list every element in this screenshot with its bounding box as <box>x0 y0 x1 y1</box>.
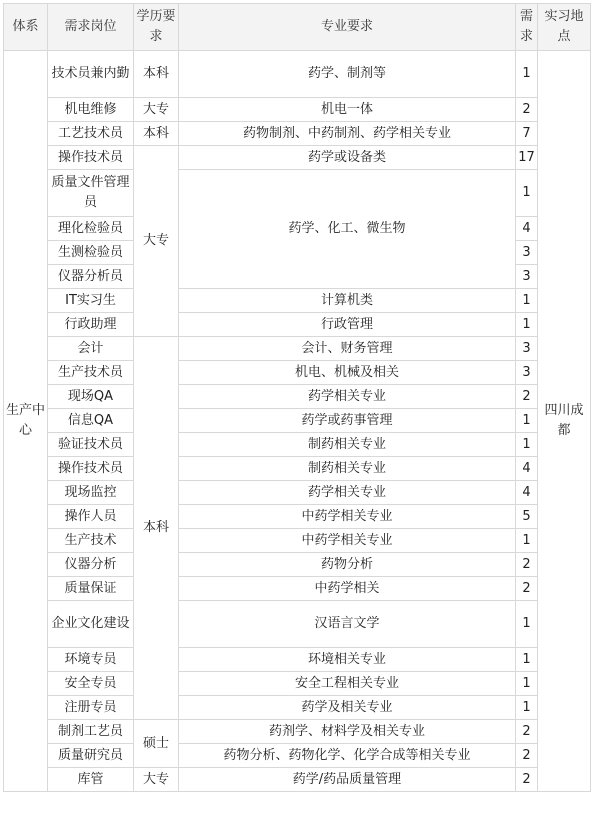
position-cell: 质量保证 <box>48 577 134 601</box>
education-cell: 大专 <box>134 146 179 337</box>
demand-cell: 2 <box>516 744 538 768</box>
demand-cell: 1 <box>516 51 538 98</box>
table-row <box>4 385 591 409</box>
demand-cell: 5 <box>516 505 538 529</box>
demand-cell: 2 <box>516 553 538 577</box>
location-cell: 四川成都 <box>538 51 591 792</box>
demand-cell: 4 <box>516 457 538 481</box>
table-row <box>4 289 591 313</box>
education-cell: 本科 <box>134 122 179 146</box>
position-cell: 操作人员 <box>48 505 134 529</box>
demand-cell: 1 <box>516 672 538 696</box>
major-cell: 计算机类 <box>179 289 516 313</box>
position-cell: 生产技术员 <box>48 361 134 385</box>
position-cell: 机电维修 <box>48 98 134 122</box>
demand-cell: 4 <box>516 217 538 241</box>
position-cell: 企业文化建设 <box>48 601 134 648</box>
demand-cell: 1 <box>516 433 538 457</box>
major-cell: 药学及相关专业 <box>179 696 516 720</box>
major-cell: 药学相关专业 <box>179 385 516 409</box>
education-cell: 大专 <box>134 98 179 122</box>
demand-cell: 7 <box>516 122 538 146</box>
position-cell: 环境专员 <box>48 648 134 672</box>
header-row <box>4 4 591 51</box>
major-cell: 机电一体 <box>179 98 516 122</box>
table-row <box>4 720 591 744</box>
position-cell: IT实习生 <box>48 289 134 313</box>
position-cell: 库管 <box>48 768 134 792</box>
education-cell: 硕士 <box>134 720 179 768</box>
major-cell: 中药学相关专业 <box>179 529 516 553</box>
position-cell: 安全专员 <box>48 672 134 696</box>
table-row <box>4 505 591 529</box>
demand-cell: 1 <box>516 289 538 313</box>
major-cell: 药学、制剂等 <box>179 51 516 98</box>
position-cell: 制剂工艺员 <box>48 720 134 744</box>
major-cell: 中药学相关 <box>179 577 516 601</box>
major-cell: 制药相关专业 <box>179 457 516 481</box>
header-demand: 需求 <box>516 4 538 51</box>
table-row <box>4 601 591 648</box>
demand-cell: 1 <box>516 529 538 553</box>
table-row <box>4 529 591 553</box>
header-location: 实习地点 <box>538 4 591 51</box>
major-cell: 行政管理 <box>179 313 516 337</box>
education-cell: 本科 <box>134 51 179 98</box>
table-row <box>4 672 591 696</box>
major-cell: 中药学相关专业 <box>179 505 516 529</box>
major-cell: 汉语言文学 <box>179 601 516 648</box>
major-cell: 药学相关专业 <box>179 481 516 505</box>
major-cell: 药学或药事管理 <box>179 409 516 433</box>
position-cell: 操作技术员 <box>48 146 134 170</box>
position-cell: 工艺技术员 <box>48 122 134 146</box>
table-row <box>4 768 591 792</box>
position-cell: 仪器分析 <box>48 553 134 577</box>
major-cell: 药物分析、药物化学、化学合成等相关专业 <box>179 744 516 768</box>
header-education: 学历要求 <box>134 4 179 51</box>
position-cell: 质量文件管理员 <box>48 170 134 217</box>
system-cell: 生产中心 <box>4 51 48 792</box>
table-row <box>4 481 591 505</box>
demand-cell: 2 <box>516 577 538 601</box>
demand-cell: 1 <box>516 601 538 648</box>
table-row <box>4 170 591 217</box>
major-cell: 安全工程相关专业 <box>179 672 516 696</box>
position-cell: 操作技术员 <box>48 457 134 481</box>
major-cell: 会计、财务管理 <box>179 337 516 361</box>
position-cell: 生测检验员 <box>48 241 134 265</box>
position-cell: 行政助理 <box>48 313 134 337</box>
table-row <box>4 744 591 768</box>
education-cell: 本科 <box>134 337 179 720</box>
demand-cell: 3 <box>516 337 538 361</box>
major-cell: 环境相关专业 <box>179 648 516 672</box>
major-cell: 药剂学、材料学及相关专业 <box>179 720 516 744</box>
demand-cell: 2 <box>516 385 538 409</box>
major-cell: 制药相关专业 <box>179 433 516 457</box>
table-row <box>4 313 591 337</box>
position-cell: 现场监控 <box>48 481 134 505</box>
table-row <box>4 337 591 361</box>
table-row <box>4 98 591 122</box>
education-cell: 大专 <box>134 768 179 792</box>
position-cell: 技术员兼内勤 <box>48 51 134 98</box>
major-cell: 药学或设备类 <box>179 146 516 170</box>
position-cell: 仪器分析员 <box>48 265 134 289</box>
major-cell: 药物分析 <box>179 553 516 577</box>
recruitment-table <box>3 3 591 792</box>
table-row <box>4 51 591 98</box>
demand-cell: 3 <box>516 241 538 265</box>
table-row <box>4 122 591 146</box>
demand-cell: 1 <box>516 170 538 217</box>
demand-cell: 2 <box>516 720 538 744</box>
position-cell: 质量研究员 <box>48 744 134 768</box>
demand-cell: 4 <box>516 481 538 505</box>
position-cell: 现场QA <box>48 385 134 409</box>
table-row <box>4 409 591 433</box>
demand-cell: 1 <box>516 696 538 720</box>
demand-cell: 3 <box>516 361 538 385</box>
demand-cell: 1 <box>516 648 538 672</box>
table-row <box>4 696 591 720</box>
demand-cell: 2 <box>516 98 538 122</box>
table-row <box>4 648 591 672</box>
demand-cell: 1 <box>516 409 538 433</box>
position-cell: 会计 <box>48 337 134 361</box>
major-cell: 机电、机械及相关 <box>179 361 516 385</box>
demand-cell: 1 <box>516 313 538 337</box>
header-position: 需求岗位 <box>48 4 134 51</box>
header-major: 专业要求 <box>179 4 516 51</box>
position-cell: 生产技术 <box>48 529 134 553</box>
position-cell: 验证技术员 <box>48 433 134 457</box>
table-row <box>4 361 591 385</box>
major-cell: 药物制剂、中药制剂、药学相关专业 <box>179 122 516 146</box>
major-cell: 药学/药品质量管理 <box>179 768 516 792</box>
demand-cell: 17 <box>516 146 538 170</box>
table-row <box>4 433 591 457</box>
table-row <box>4 577 591 601</box>
table-row <box>4 553 591 577</box>
major-cell: 药学、化工、微生物 <box>179 170 516 289</box>
demand-cell: 3 <box>516 265 538 289</box>
position-cell: 信息QA <box>48 409 134 433</box>
position-cell: 注册专员 <box>48 696 134 720</box>
table-row <box>4 457 591 481</box>
position-cell: 理化检验员 <box>48 217 134 241</box>
header-system: 体系 <box>4 4 48 51</box>
demand-cell: 2 <box>516 768 538 792</box>
table-row <box>4 146 591 170</box>
